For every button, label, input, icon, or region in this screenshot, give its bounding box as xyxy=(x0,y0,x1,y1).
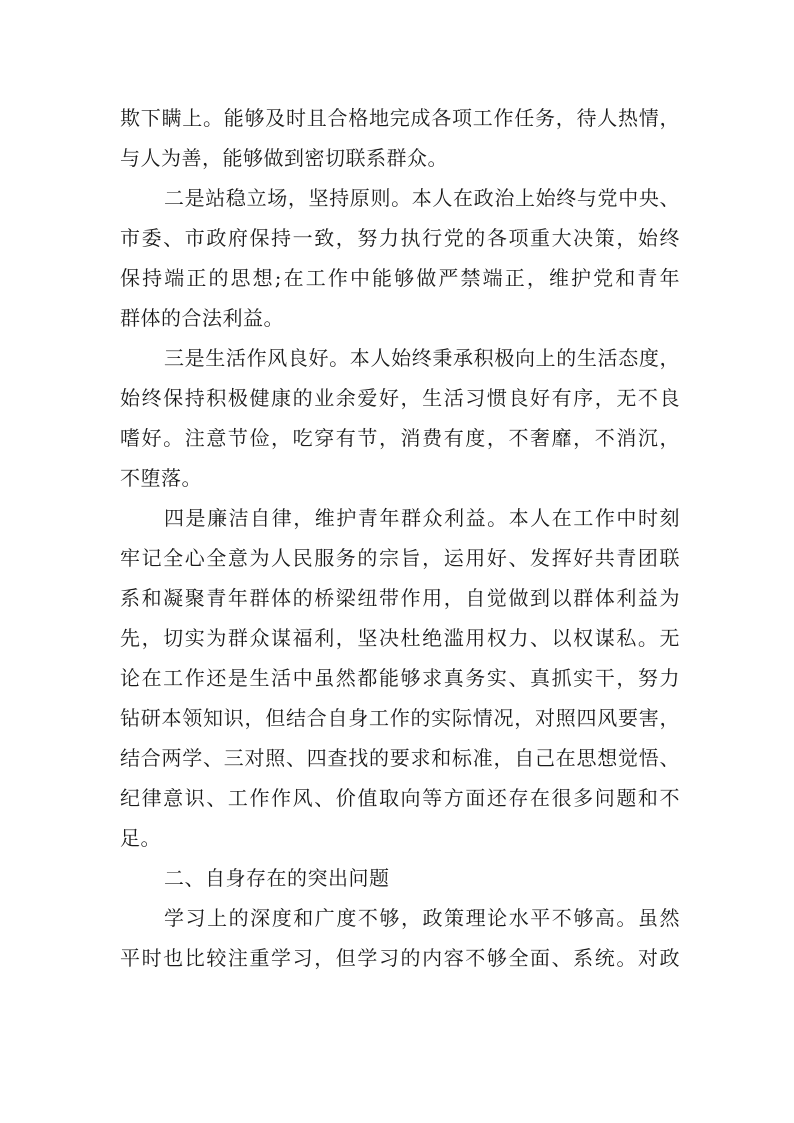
text-line: 结合两学、三对照、四查找的要求和标准，自己在思想觉悟、 xyxy=(120,746,680,770)
text-line: 三是生活作风良好。本人始终秉承积极向上的生活态度， xyxy=(164,346,680,370)
text-line: 二、自身存在的突出问题 xyxy=(164,866,390,890)
text-line: 不堕落。 xyxy=(120,466,202,490)
text-line: 二是站稳立场，坚持原则。本人在政治上始终与党中央、 xyxy=(164,186,680,210)
text-line: 系和凝聚青年群体的桥梁纽带作用，自觉做到以群体利益为 xyxy=(120,586,680,610)
text-line: 学习上的深度和广度不够，政策理论水平不够高。虽然 xyxy=(164,906,680,930)
text-line: 市委、市政府保持一致，努力执行党的各项重大决策，始终 xyxy=(120,226,680,250)
text-line: 群体的合法利益。 xyxy=(120,306,284,330)
text-line: 始终保持积极健康的业余爱好，生活习惯良好有序，无不良 xyxy=(120,386,680,410)
text-line: 与人为善，能够做到密切联系群众。 xyxy=(120,146,448,170)
text-line: 足。 xyxy=(120,826,161,850)
text-line: 四是廉洁自律，维护青年群众利益。本人在工作中时刻 xyxy=(164,506,680,530)
document-page xyxy=(120,98,680,978)
text-line: 纪律意识、工作作风、价值取向等方面还存在很多问题和不 xyxy=(120,786,680,810)
text-line: 先，切实为群众谋福利，坚决杜绝滥用权力、以权谋私。无 xyxy=(120,626,680,650)
text-line: 论在工作还是生活中虽然都能够求真务实、真抓实干，努力 xyxy=(120,666,680,690)
text-line: 牢记全心全意为人民服务的宗旨，运用好、发挥好共青团联 xyxy=(120,546,680,570)
text-line: 嗜好。注意节俭，吃穿有节，消费有度，不奢靡，不消沉， xyxy=(120,426,680,450)
text-line: 平时也比较注重学习，但学习的内容不够全面、系统。对政 xyxy=(120,946,680,970)
text-line: 钻研本领知识，但结合自身工作的实际情况，对照四风要害， xyxy=(120,706,680,730)
text-line: 欺下瞒上。能够及时且合格地完成各项工作任务，待人热情， xyxy=(120,106,680,130)
text-line: 保持端正的思想;在工作中能够做严禁端正，维护党和青年 xyxy=(120,266,680,290)
